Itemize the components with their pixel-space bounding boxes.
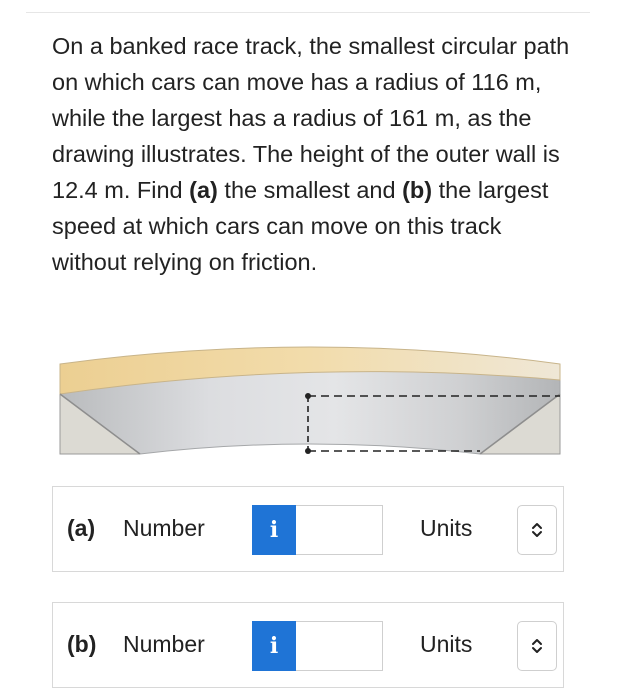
number-input-a[interactable]: [296, 505, 383, 555]
part-label-b: (b): [67, 631, 97, 657]
part-b-ref: (b): [402, 177, 433, 203]
units-label-b: Units: [420, 631, 473, 657]
number-input-b[interactable]: [296, 621, 383, 671]
units-select-a[interactable]: [517, 505, 557, 555]
problem-text-1: On a banked race track, the smallest circular path on which cars can move has a radius of 116 m, while the largest has a radius of 161 m, as the drawing illustrates. The height of the outer wall is 12.4 m. Find: [52, 33, 570, 203]
problem-statement: [52, 28, 572, 280]
number-label-a: Number: [123, 515, 205, 541]
number-label-b: Number: [123, 631, 205, 657]
select-arrows-icon: [530, 521, 544, 539]
banked-track-figure: [56, 336, 564, 460]
units-select-b[interactable]: [517, 621, 557, 671]
divider: [26, 12, 590, 13]
answer-row-a: [52, 486, 564, 572]
info-button-b[interactable]: i: [252, 621, 296, 671]
answer-row-b: [52, 602, 564, 688]
units-label-a: Units: [420, 515, 473, 541]
info-button-a[interactable]: i: [252, 505, 296, 555]
problem-text-2: the smallest and: [217, 177, 403, 203]
part-a-ref: (a): [189, 177, 218, 203]
problem-text-3: the largest speed at which cars can move on this track without relying on friction.: [52, 177, 549, 275]
select-arrows-icon: [530, 637, 544, 655]
part-label-a: (a): [67, 515, 96, 541]
